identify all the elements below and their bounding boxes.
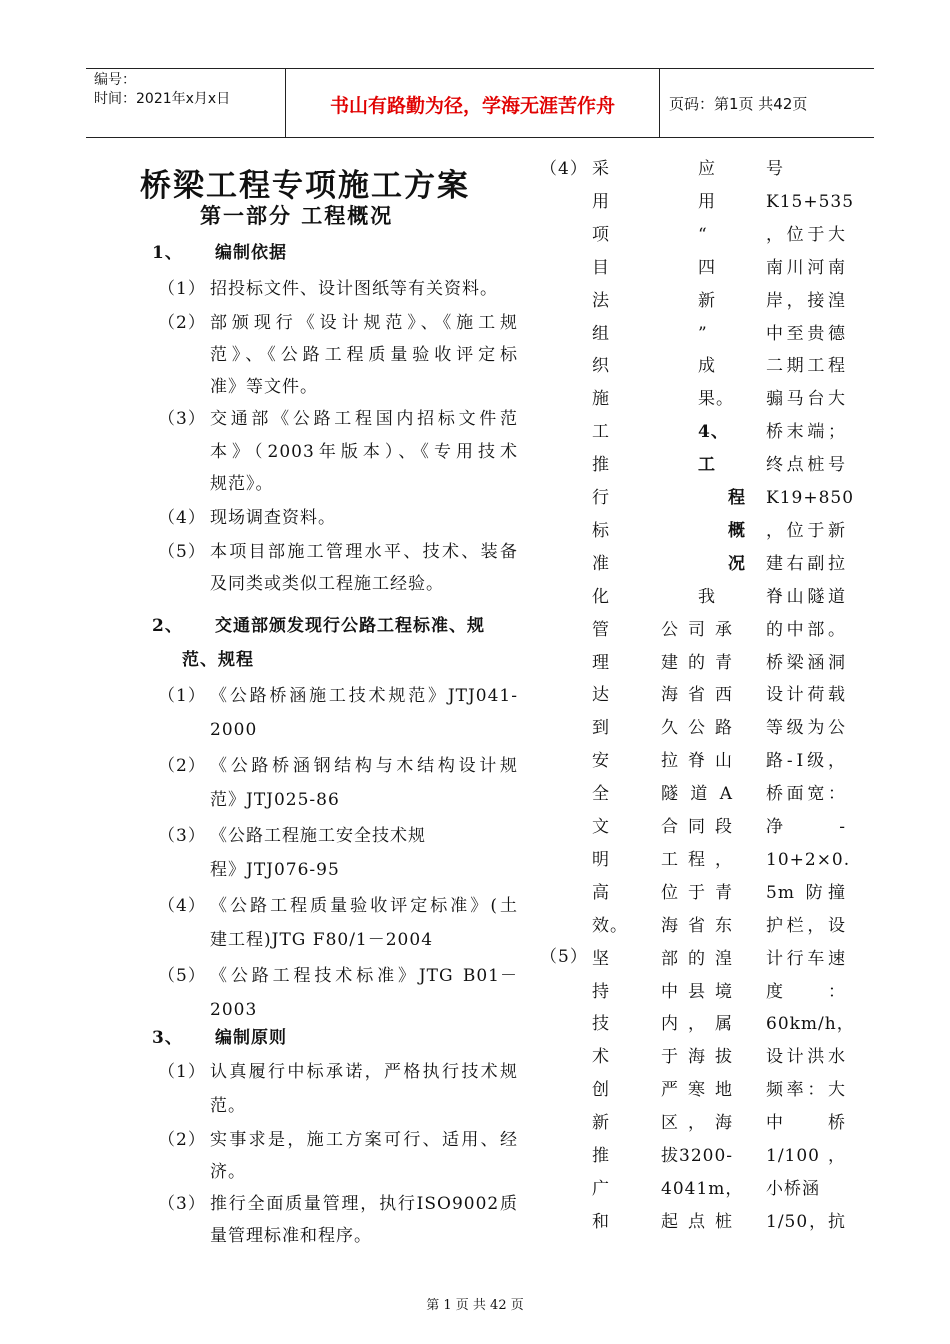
section-heading: 4、 bbox=[698, 422, 729, 443]
item-number: （1） bbox=[158, 686, 206, 706]
paragraph-line: 范》、《公路工程质量验收评定标 bbox=[210, 345, 518, 365]
paragraph-line: 2003 bbox=[210, 1000, 258, 1020]
column-line: 设计荷载 bbox=[766, 685, 846, 706]
part-title: 第一部分 工程概况 bbox=[200, 203, 394, 228]
column-line: 于海拔 bbox=[661, 1047, 733, 1068]
column-line: 久公路 bbox=[661, 718, 733, 739]
column-line: 设计洪水 bbox=[766, 1047, 846, 1068]
column-line: 中 桥 bbox=[766, 1113, 846, 1134]
column-char: 新 bbox=[592, 1113, 610, 1134]
header-table bbox=[86, 68, 874, 138]
paragraph-line: 规范》。 bbox=[210, 474, 274, 494]
column-line: 拉脊山 bbox=[661, 751, 733, 772]
document-title: 桥梁工程专项施工方案 bbox=[140, 168, 470, 204]
column-line: 桥面宽： bbox=[766, 784, 846, 805]
section-heading: 编制原则 bbox=[215, 1028, 287, 1048]
column-line: 脊山隧道 bbox=[766, 586, 846, 607]
column-char: 标 bbox=[592, 520, 610, 541]
item-number: （3） bbox=[158, 409, 206, 429]
column-line: 公司承 bbox=[661, 619, 733, 640]
paragraph-line: 推行全面质量管理，执行ISO9002质 bbox=[210, 1194, 518, 1214]
item-number: （4） bbox=[158, 896, 206, 916]
paragraph-line: 部颁现行《设计规范》、《施工规 bbox=[210, 313, 518, 333]
column-char: 应 bbox=[698, 159, 716, 179]
column-char: 成 bbox=[698, 356, 716, 377]
column-line: 建右副拉 bbox=[766, 553, 846, 574]
column-line: 号 bbox=[766, 159, 784, 179]
column-line: 路-Ⅰ级， bbox=[766, 751, 846, 772]
column-line: 度 ： bbox=[766, 981, 846, 1002]
column-line: 起点桩 bbox=[661, 1211, 733, 1232]
column-line: 骟马台大 bbox=[766, 389, 846, 410]
column-line: ，位于新 bbox=[766, 520, 846, 541]
column-char: 效。 bbox=[592, 915, 628, 936]
paragraph-line: 《公路桥涵施工技术规范》JTJ041- bbox=[210, 686, 518, 706]
column-char: 化 bbox=[592, 586, 610, 607]
item-number: （3） bbox=[158, 1194, 206, 1214]
column-line: 拔3200- bbox=[661, 1146, 734, 1166]
column-char: 高 bbox=[592, 882, 610, 903]
paragraph-line: 实事求是，施工方案可行、适用、经 bbox=[210, 1130, 518, 1150]
paragraph-line: 济。 bbox=[210, 1162, 246, 1182]
paragraph-line: 本项目部施工管理水平、技术、装备 bbox=[210, 542, 518, 562]
column-line: ，位于大 bbox=[766, 224, 846, 245]
paragraph-line: 量管理标准和程序。 bbox=[210, 1226, 372, 1246]
column-line: 计行车速 bbox=[766, 948, 846, 969]
column-char: 术 bbox=[592, 1047, 610, 1068]
column-line: 5m 防撞 bbox=[766, 882, 846, 903]
column-char: 明 bbox=[592, 849, 610, 870]
item-number: 2、 bbox=[152, 616, 183, 636]
item-number: （5） bbox=[540, 947, 588, 967]
column-line: 区，海 bbox=[661, 1113, 733, 1134]
column-line: 1/50，抗 bbox=[766, 1211, 846, 1232]
column-char: 采 bbox=[592, 159, 610, 179]
column-char: 和 bbox=[592, 1211, 610, 1232]
column-char: 新 bbox=[698, 290, 716, 311]
section-heading: 况 bbox=[728, 553, 746, 574]
column-line: 海省西 bbox=[661, 685, 733, 706]
column-line: 中县境 bbox=[661, 981, 733, 1002]
paragraph-line: 交通部《公路工程国内招标文件范 bbox=[210, 409, 518, 429]
paragraph-line: 《公路工程施工安全技术规 bbox=[210, 826, 426, 846]
paragraph-line: 范》JTJ025-86 bbox=[210, 790, 340, 810]
column-char: 组 bbox=[592, 323, 610, 344]
column-line: 岸，接湟 bbox=[766, 290, 846, 311]
header-divider bbox=[659, 69, 660, 137]
column-line: 护栏，设 bbox=[766, 915, 846, 936]
item-number: 1、 bbox=[152, 243, 183, 263]
column-line: 桥末端； bbox=[766, 422, 846, 443]
column-line: 终点桩号 bbox=[766, 455, 846, 476]
column-line: 4041m， bbox=[661, 1178, 744, 1199]
item-number: （4） bbox=[158, 508, 206, 528]
column-line: 建的青 bbox=[661, 652, 733, 673]
item-number: （3） bbox=[158, 826, 206, 846]
column-line: K19+850 bbox=[766, 488, 855, 508]
paragraph-line: 招投标文件、设计图纸等有关资料。 bbox=[210, 279, 498, 299]
column-char: 目 bbox=[592, 257, 610, 278]
column-line: 1/100 ， bbox=[766, 1146, 846, 1166]
column-char: 广 bbox=[592, 1178, 610, 1199]
column-char: 管 bbox=[592, 619, 610, 640]
paragraph-line: 及同类或类似工程施工经验。 bbox=[210, 574, 444, 594]
section-heading: 交通部颁发现行公路工程标准、规 bbox=[215, 616, 485, 636]
item-number: 3、 bbox=[152, 1028, 183, 1048]
section-heading: 范、规程 bbox=[182, 650, 254, 670]
column-line: 小桥涵 bbox=[766, 1178, 820, 1199]
column-line: 内，属 bbox=[661, 1014, 733, 1035]
column-char: 到 bbox=[592, 718, 610, 739]
column-char: 施 bbox=[592, 389, 610, 410]
column-line: 频率：大 bbox=[766, 1080, 846, 1101]
column-line: 中至贵德 bbox=[766, 323, 846, 344]
column-char: “ bbox=[698, 224, 708, 245]
column-char: 达 bbox=[592, 685, 610, 706]
column-char: 行 bbox=[592, 488, 610, 508]
column-char: 坚 bbox=[592, 948, 610, 969]
item-number: （2） bbox=[158, 756, 206, 776]
column-char: 我 bbox=[698, 586, 716, 607]
column-char: 持 bbox=[592, 981, 610, 1002]
column-line: 合同段 bbox=[661, 817, 733, 837]
paragraph-line: 《公路工程技术标准》JTG B01－ bbox=[210, 966, 518, 986]
number-label: 编号： bbox=[94, 72, 136, 88]
column-char: 用 bbox=[698, 191, 716, 212]
column-char: 技 bbox=[592, 1014, 610, 1035]
column-line: 工程， bbox=[661, 849, 733, 870]
time-label: 时间：2021年x月x日 bbox=[94, 91, 231, 107]
paragraph-line: 建工程)JTG F80/1－2004 bbox=[210, 930, 434, 950]
section-heading: 工 bbox=[698, 455, 716, 476]
paragraph-line: 本》（2003年版本）、《专用技术 bbox=[210, 442, 518, 462]
column-char: 安 bbox=[592, 751, 610, 772]
paragraph-line: 范。 bbox=[210, 1096, 246, 1116]
column-line: 海省东 bbox=[661, 915, 733, 936]
column-char: 推 bbox=[592, 1146, 610, 1166]
item-number: （5） bbox=[158, 542, 206, 562]
page-footer: 第 1 页 共 42 页 bbox=[426, 1298, 524, 1313]
section-heading: 程 bbox=[728, 488, 746, 508]
column-char: 理 bbox=[592, 652, 610, 673]
item-number: （4） bbox=[540, 159, 588, 179]
section-heading: 概 bbox=[728, 520, 746, 541]
column-line: 部的湟 bbox=[661, 948, 733, 969]
paragraph-line: 程》JTJ076-95 bbox=[210, 860, 340, 880]
item-number: （2） bbox=[158, 313, 206, 333]
column-line: 等级为公 bbox=[766, 718, 846, 739]
header-page-label: 页码：第1页 共42页 bbox=[669, 95, 808, 113]
column-line: 隧道A bbox=[661, 784, 733, 805]
column-line: 南川河南 bbox=[766, 257, 846, 278]
column-line: 的中部。 bbox=[766, 619, 846, 640]
column-char: 推 bbox=[592, 455, 610, 476]
column-line: 位于青 bbox=[661, 882, 733, 903]
item-number: （1） bbox=[158, 279, 206, 299]
section-heading: 编制依据 bbox=[215, 243, 287, 263]
column-char: 创 bbox=[592, 1080, 610, 1101]
column-char: 四 bbox=[698, 257, 716, 278]
column-line: 严寒地 bbox=[661, 1080, 733, 1101]
column-line: 60km/h， bbox=[766, 1014, 855, 1035]
column-char: 法 bbox=[592, 290, 610, 311]
paragraph-line: 2000 bbox=[210, 720, 258, 740]
column-char: 项 bbox=[592, 224, 610, 245]
column-char: 文 bbox=[592, 817, 610, 837]
item-number: （2） bbox=[158, 1130, 206, 1150]
column-char: 用 bbox=[592, 191, 610, 212]
column-line: 二期工程 bbox=[766, 356, 846, 377]
item-number: （5） bbox=[158, 966, 206, 986]
column-char: 全 bbox=[592, 784, 610, 805]
paragraph-line: 《公路桥涵钢结构与木结构设计规 bbox=[210, 756, 518, 776]
header-meta bbox=[94, 71, 230, 109]
column-char: 工 bbox=[592, 422, 610, 443]
paragraph-line: 《公路工程质量验收评定标准》(土 bbox=[210, 896, 518, 916]
paragraph-line: 准》等文件。 bbox=[210, 377, 318, 397]
column-char: 织 bbox=[592, 356, 610, 377]
column-line: K15+535 bbox=[766, 191, 855, 212]
paragraph-line: 现场调查资料。 bbox=[210, 508, 336, 528]
column-char: 果。 bbox=[698, 389, 734, 410]
header-motto: 书山有路勤为径，学海无涯苦作舟 bbox=[329, 95, 615, 117]
column-line: 10+2×0. bbox=[766, 849, 851, 870]
column-char: 准 bbox=[592, 553, 610, 574]
column-char: ” bbox=[698, 323, 708, 344]
column-line: 净 - bbox=[766, 817, 846, 837]
paragraph-line: 认真履行中标承诺，严格执行技术规 bbox=[210, 1062, 518, 1082]
item-number: （1） bbox=[158, 1062, 206, 1082]
column-line: 桥梁涵洞 bbox=[766, 652, 846, 673]
